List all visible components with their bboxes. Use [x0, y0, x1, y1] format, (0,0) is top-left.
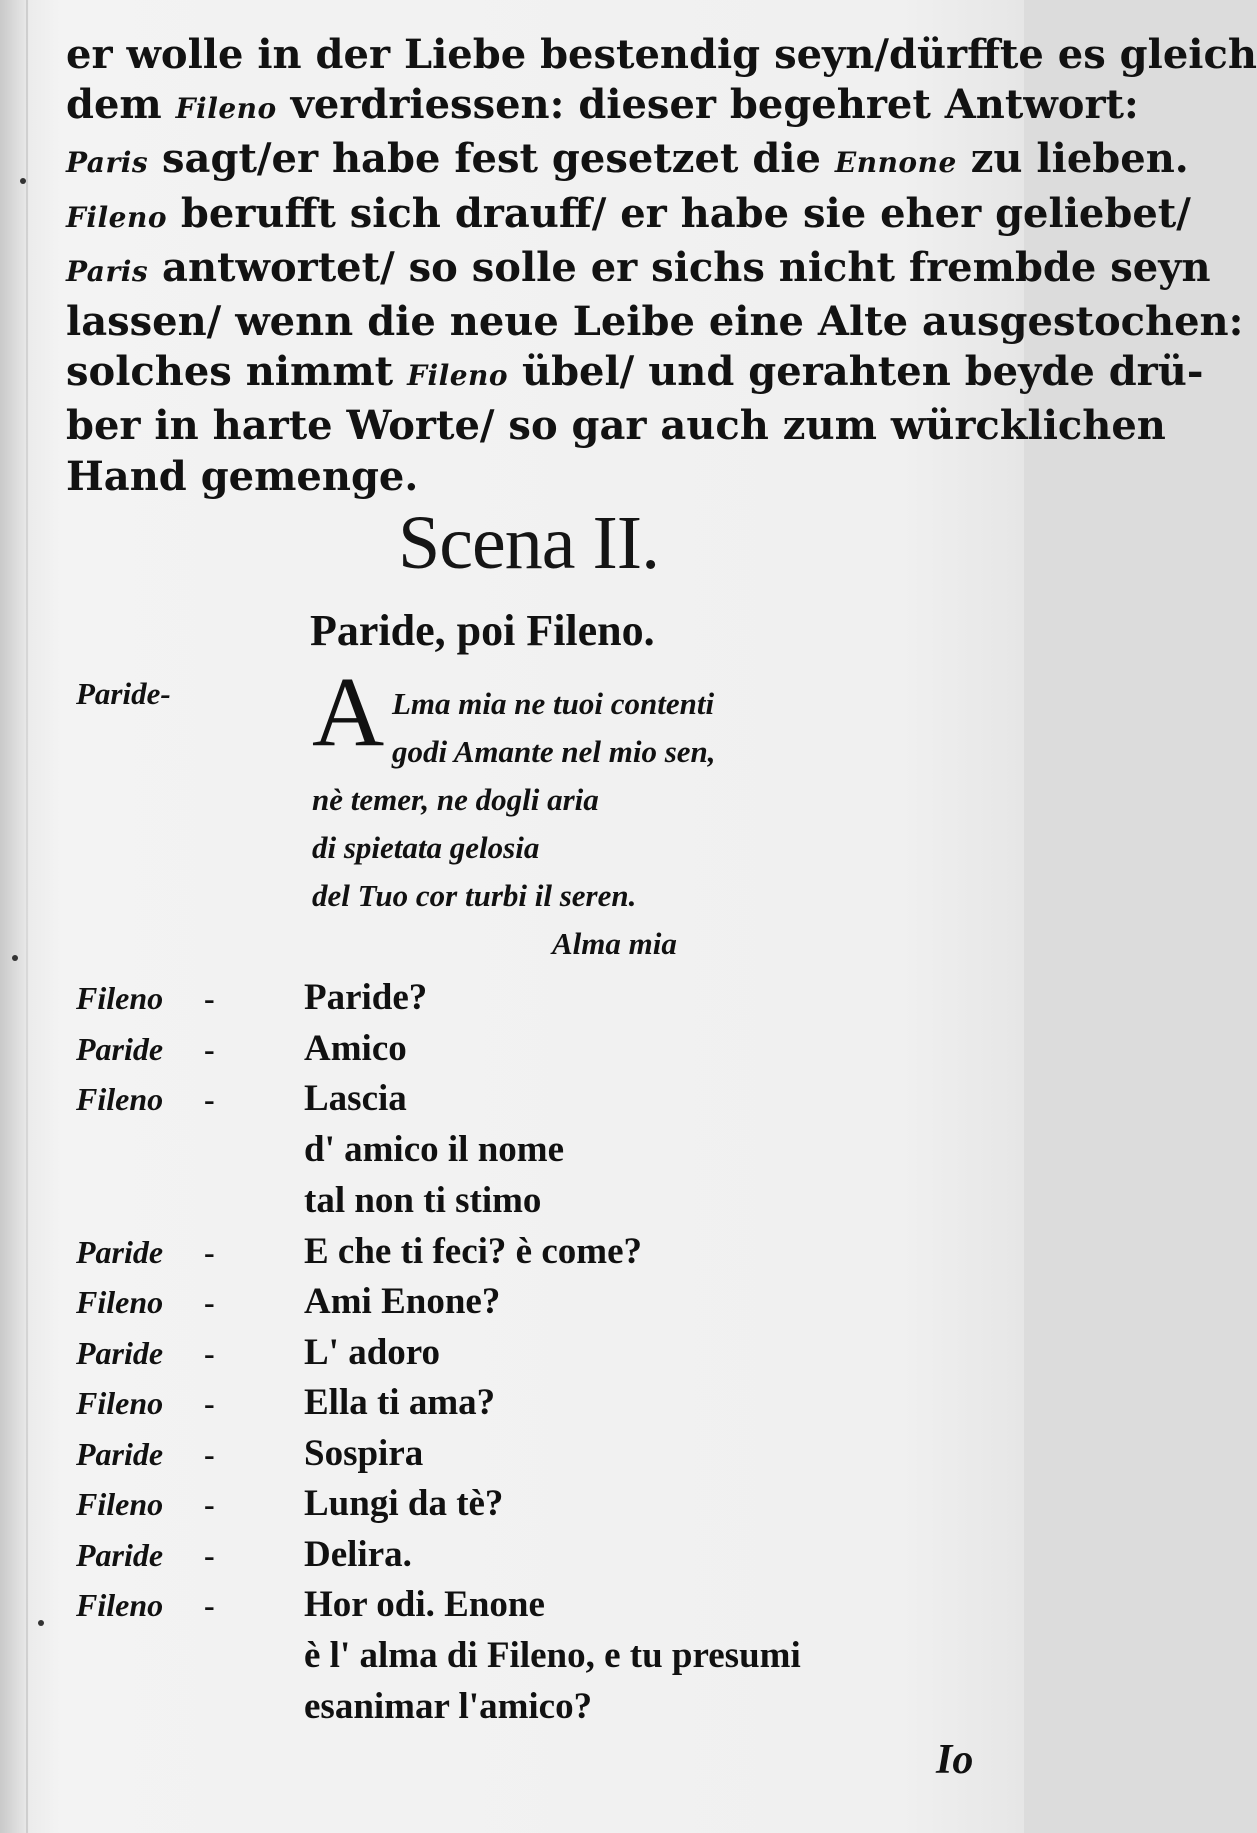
- margin-mark: [20, 178, 26, 184]
- german-line: [66, 452, 996, 502]
- german-line: [66, 243, 1211, 297]
- german-name: Paris: [66, 254, 149, 288]
- german-name: Ennone: [834, 146, 957, 180]
- dialogue-text: Lascia: [304, 1078, 407, 1119]
- german-name: Paris: [66, 146, 149, 180]
- german-text: sagt/er habe fest gesetzet die: [148, 135, 835, 183]
- binding-gutter: [26, 0, 28, 1833]
- german-summary-paragraph: [66, 30, 1257, 502]
- dialogue-text: Sospira: [304, 1432, 424, 1474]
- dialogue-speaker: Fileno: [76, 980, 164, 1016]
- dialogue-row: Paride - Sospira: [76, 1432, 424, 1474]
- german-name: Fileno: [66, 200, 167, 234]
- aria-line: di spietata gelosia: [312, 830, 540, 865]
- dialogue-speaker: Fileno: [76, 1587, 164, 1623]
- scene-title: Scena II.: [398, 501, 660, 585]
- german-line: [66, 134, 1189, 188]
- dialogue-text: tal non ti stimo: [304, 1179, 542, 1221]
- aria-verse: [312, 680, 872, 968]
- german-name: Fileno: [407, 359, 509, 393]
- dialogue-speaker: Paride: [76, 1435, 164, 1472]
- dialogue-speaker: Paride: [76, 1233, 164, 1270]
- german-text: zu lieben.: [956, 135, 1189, 183]
- german-text: übel/ und gerahten beyde drü-: [508, 348, 1204, 396]
- german-text: ber in harte Worte/ so gar auch zum würcklichen: [66, 402, 1166, 450]
- german-text: solches nimmt: [66, 348, 408, 396]
- margin-mark: [38, 1620, 44, 1626]
- dialogue-text: Ami Enone?: [304, 1281, 501, 1322]
- german-line: [66, 80, 1139, 134]
- dialogue-row: Fileno - Lascia: [76, 1078, 407, 1119]
- dialogue: [76, 976, 1006, 1736]
- dialogue-speaker: Paride: [76, 1334, 164, 1371]
- dialogue-speaker: Fileno: [76, 1385, 164, 1421]
- german-text: verdriessen: dieser begehret Antwort:: [276, 81, 1139, 129]
- dialogue-text: Paride?: [304, 977, 428, 1018]
- dialogue-row: [76, 1634, 1006, 1685]
- german-text: antwortet/ so solle er sichs nicht frembde seyn: [148, 243, 1211, 291]
- german-text: Hand gemenge.: [66, 452, 419, 500]
- aria-line: godi Amante nel mio sen,: [392, 734, 716, 769]
- german-text: dem: [66, 81, 176, 129]
- dialogue-text: Ella ti ama?: [304, 1382, 496, 1423]
- aria-line: nè temer, ne dogli aria: [312, 782, 599, 817]
- german-line: [66, 401, 1166, 451]
- dialogue-text: è l' alma di Fileno, e tu presumi: [304, 1634, 801, 1676]
- catchword: Io: [936, 1737, 974, 1783]
- aria-line: Lma mia ne tuoi contenti: [392, 686, 715, 721]
- dialogue-row: Fileno - Ami Enone?: [76, 1281, 501, 1322]
- dialogue-row: Paride - E che ti feci? è come?: [76, 1230, 642, 1272]
- dialogue-text: Delira.: [304, 1533, 412, 1575]
- aria-dropcap: A: [312, 656, 385, 767]
- dialogue-row: [76, 1179, 1006, 1230]
- german-line: [66, 297, 1244, 347]
- aria-speaker: Paride-: [76, 676, 171, 711]
- dialogue-text: L' adoro: [304, 1331, 441, 1373]
- dialogue-text: d' amico il nome: [304, 1128, 565, 1170]
- dialogue-text: Lungi da tè?: [304, 1483, 504, 1524]
- dialogue-speaker: Paride: [76, 1536, 164, 1573]
- dialogue-speaker: Fileno: [76, 1081, 164, 1117]
- dialogue-text: Amico: [304, 1027, 407, 1069]
- margin-mark: [12, 955, 18, 961]
- german-name: Fileno: [175, 92, 277, 126]
- dialogue-text: esanimar l'amico?: [304, 1685, 593, 1727]
- dialogue-speaker: Paride: [76, 1030, 164, 1067]
- german-text: lassen/ wenn die neue Leibe eine Alte ausgestochen:: [66, 298, 1244, 346]
- dialogue-row: [76, 1128, 1006, 1179]
- dialogue-row: Fileno - Lungi da tè?: [76, 1483, 504, 1524]
- dialogue-row: [76, 1685, 1006, 1736]
- aria-line: del Tuo cor turbi il seren.: [312, 878, 637, 913]
- dialogue-speaker: Fileno: [76, 1284, 164, 1320]
- aria-cue: Alma mia: [552, 926, 677, 961]
- dialogue-text: Hor odi. Enone: [304, 1584, 545, 1625]
- dialogue-row: Paride - L' adoro: [76, 1331, 441, 1373]
- dialogue-speaker: Fileno: [76, 1486, 164, 1522]
- dialogue-row: Fileno - Paride?: [76, 977, 428, 1018]
- scene-characters: Paride, poi Fileno.: [310, 606, 655, 655]
- dialogue-text: E che ti feci? è come?: [304, 1230, 642, 1272]
- dialogue-row: Paride - Delira.: [76, 1533, 412, 1575]
- german-text: berufft sich drauff/ er habe sie eher geliebet/: [167, 189, 1191, 237]
- german-line: [66, 30, 1257, 80]
- german-line: [66, 189, 1191, 243]
- dialogue-row: Fileno - Hor odi. Enone: [76, 1584, 545, 1625]
- german-text: er wolle in der Liebe bestendig seyn/dürffte es gleich: [66, 31, 1257, 78]
- dialogue-row: Fileno - Ella ti ama?: [76, 1382, 496, 1423]
- german-line: [66, 347, 1204, 401]
- dialogue-row: Paride - Amico: [76, 1027, 407, 1069]
